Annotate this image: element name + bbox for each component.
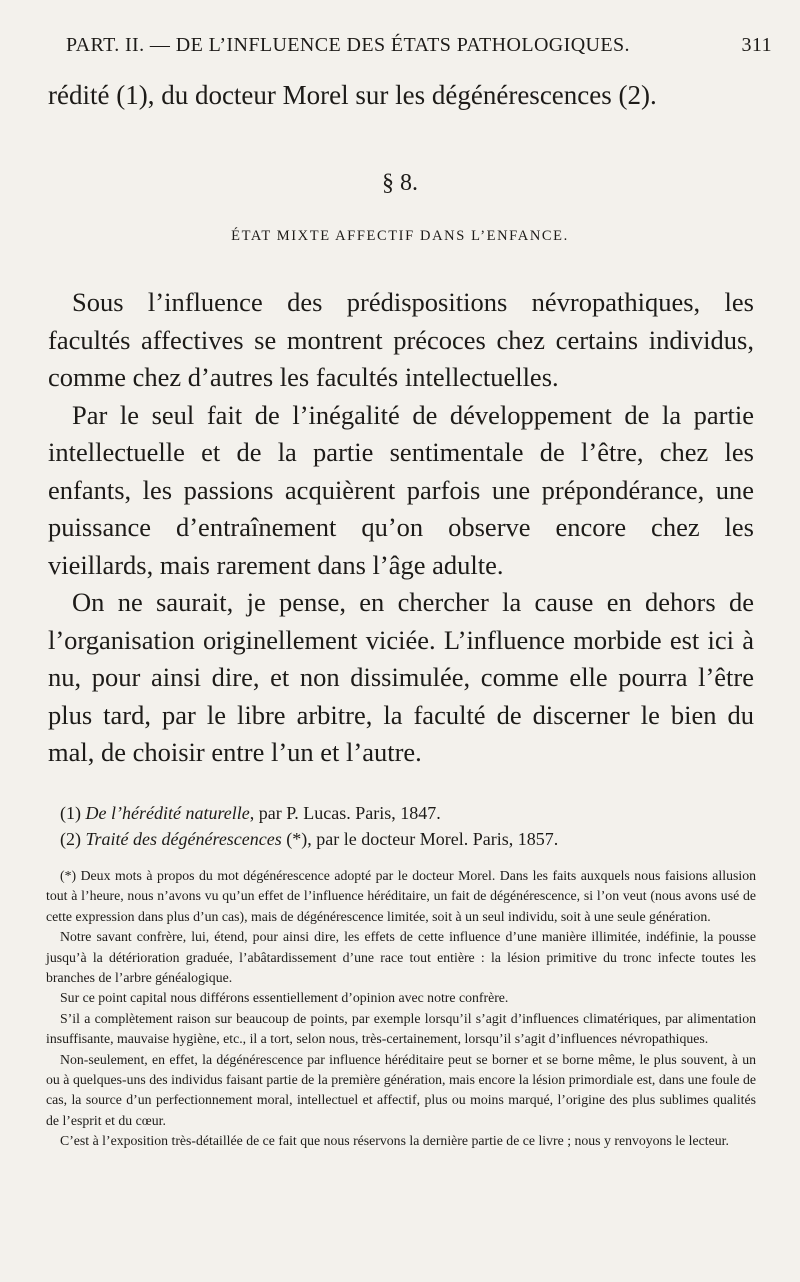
running-title: PART. II. — DE L’INFLUENCE DES ÉTATS PATHOLOGIQUES. bbox=[66, 34, 630, 56]
section-title: ÉTAT MIXTE AFFECTIF DANS L’ENFANCE. bbox=[231, 228, 569, 244]
note-paragraph: Sur ce point capital nous différons essentiellement d’opinion avec notre confrère. bbox=[60, 990, 509, 1006]
footnote-ref bbox=[60, 826, 750, 852]
footnote-citation: (*), par le docteur Morel. Paris, 1857. bbox=[281, 829, 559, 849]
note-paragraph: Non-seulement, en effet, la dégénérescence par influence héréditaire peut se borner et se borne même, le plus souvent, à un ou à quelques-uns des individus faisant partie de la première génération, mais encore la lésion primordiale est, dans une foule de cas, la source d’un perfectionnement moral, intellectuel et affectif, plus ou moins marqué, l’origine des plus sublimes qualités de l’esprit et du cœur. bbox=[46, 1051, 756, 1128]
section-mark: § 8. bbox=[382, 170, 418, 196]
note-paragraph: C’est à l’exposition très-détaillée de ce fait que nous réservons la dernière partie de ce livre ; nous y renvoyons le lecteur. bbox=[60, 1133, 729, 1149]
carryover-line: rédité (1), du docteur Morel sur les dégénérescences (2). bbox=[48, 80, 657, 110]
paragraph: On ne saurait, je pense, en chercher la cause en dehors de l’organisation originellement viciée. L’influence morbide est ici à nu, pour ainsi dire, et non dissimulée, comme elle pourra l’être plus tard, par le libre arbitre, la faculté de discerner le bien du mal, de choisir entre l’un et l’autre. bbox=[48, 587, 754, 767]
note-paragraph: Notre savant confrère, lui, étend, pour ainsi dire, les effets de cette influence d’une manière illimitée, indéfinie, la pousse jusqu’à la détérioration graduée, l’abâtardissement d’une race tout entière : la lésion primitive du tronc infecte toutes les branches de l’arbre généalogique. bbox=[46, 929, 756, 986]
footnote-citation: , par P. Lucas. Paris, 1847. bbox=[249, 803, 441, 823]
note-paragraph: (*) Deux mots à propos du mot dégénérescence adopté par le docteur Morel. Dans les faits auxquels nous faisions allusion tout à l’heure, nous n’avons vu qu’un effet de l’influence héréditaire, un fait de dégénérescence, si l’on veut (nous avons usé de cette expression dans plus d’un cas), mais de dégénérescence limitée, soit à un seul individu, soit à une seule génération. bbox=[46, 868, 756, 924]
author-note bbox=[46, 866, 756, 1152]
footnote-references bbox=[60, 800, 750, 852]
main-text bbox=[48, 284, 754, 772]
footnote-ref bbox=[60, 800, 750, 826]
paragraph: Par le seul fait de l’inégalité de développement de la partie intellectuelle et de la partie sentimentale de l’être, chez les enfants, les passions acquièrent parfois une prépondérance, une puissance d’entraînement qu’on observe encore chez les vieillards, mais rarement dans l’âge adulte. bbox=[48, 399, 754, 580]
footnote-title: De l’hérédité naturelle bbox=[85, 803, 250, 823]
paragraph: Sous l’influence des prédispositions névropathiques, les facultés affectives se montrent précoces chez certains individus, comme chez d’autres les facultés intellectuelles. bbox=[48, 287, 754, 392]
page-number: 311 bbox=[741, 34, 772, 56]
running-header bbox=[66, 34, 772, 57]
footnote-title: Traité des dégénérescences bbox=[85, 829, 282, 849]
note-paragraph: S’il a complètement raison sur beaucoup de points, par exemple lorsqu’il s’agit d’influences climatériques, par alimentation insuffisante, mauvaise hygiène, etc., il a tort, selon nous, très-certainement, lorsqu’il s’agit d’influences névropathiques. bbox=[46, 1010, 756, 1047]
footnote-number: (1) bbox=[60, 803, 81, 823]
footnote-number: (2) bbox=[60, 829, 81, 849]
